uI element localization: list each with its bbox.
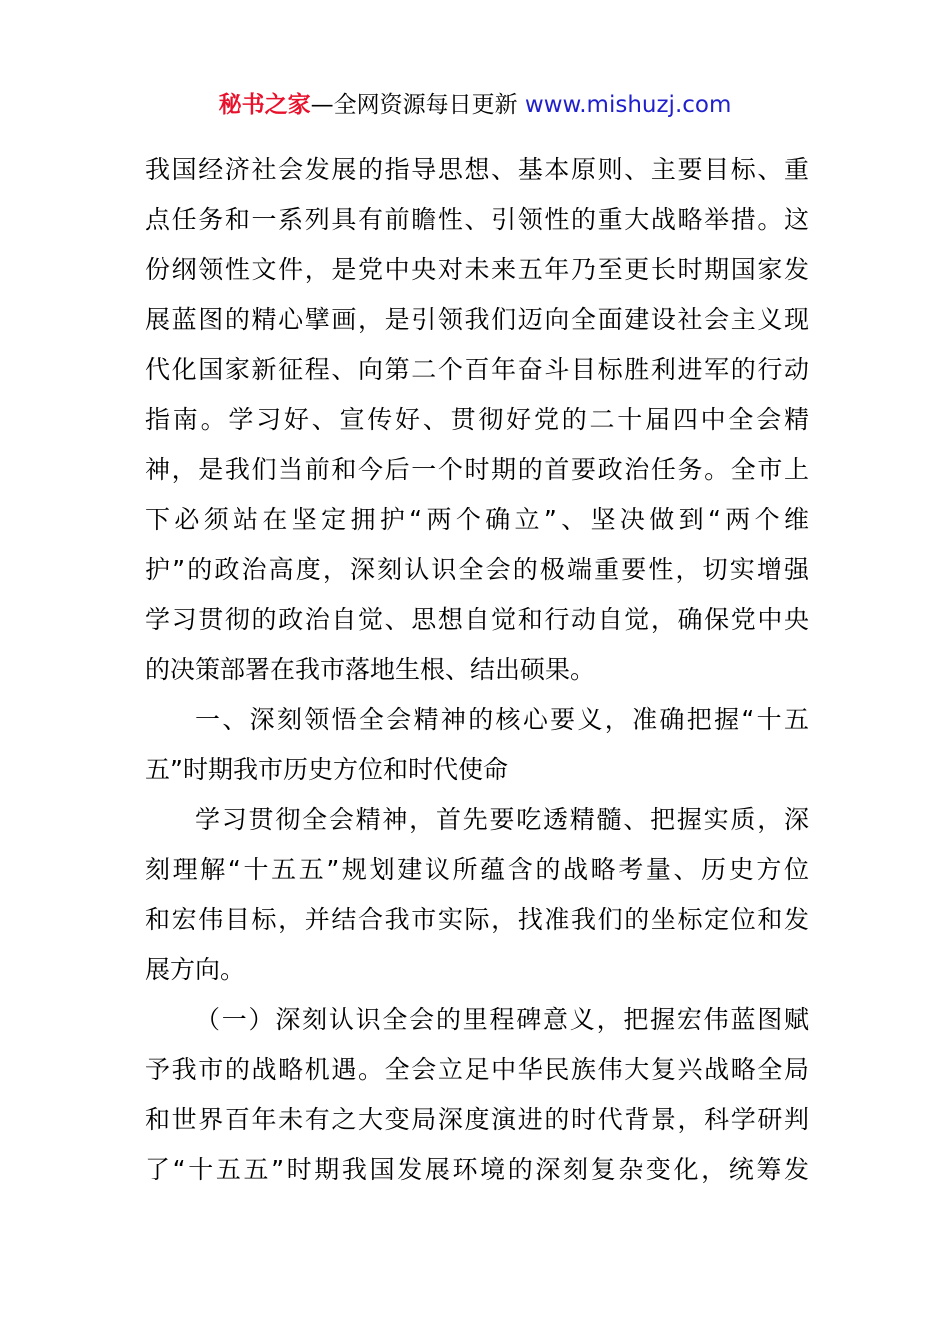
paragraph-study-intro (145, 795, 809, 995)
text-line: 代化国家新征程、向第二个百年奋斗目标胜利进军的行动 (145, 355, 809, 384)
site-tagline: —全网资源每日更新 (310, 92, 518, 118)
section-heading-one (145, 695, 809, 795)
text-line: 展方向。 (145, 955, 246, 984)
paragraph-intro-continued (145, 145, 809, 695)
site-url-link[interactable]: www.mishuzj.com (524, 92, 732, 118)
text-line: 下必须站在坚定拥护“两个确立”、坚决做到“两个维 (145, 505, 809, 534)
text-line: 点任务和一系列具有前瞻性、引领性的重大战略举措。这 (145, 205, 809, 234)
text-line: 的决策部署在我市落地生根、结出硕果。 (145, 655, 596, 684)
text-line: 护”的政治高度，深刻认识全会的极端重要性，切实增强 (145, 555, 809, 584)
text-line: 指南。学习好、宣传好、贯彻好党的二十届四中全会精 (145, 405, 809, 434)
text-line: 和宏伟目标，并结合我市实际，找准我们的坐标定位和发 (145, 905, 809, 934)
text-line: 神，是我们当前和今后一个时期的首要政治任务。全市上 (145, 455, 809, 484)
text-line: 份纲领性文件，是党中央对未来五年乃至更长时期国家发 (145, 255, 809, 284)
text-line: 刻理解“十五五”规划建议所蕴含的战略考量、历史方位 (145, 855, 809, 884)
paragraph-subsection-one (145, 995, 809, 1195)
text-line: 我国经济社会发展的指导思想、基本原则、主要目标、重 (145, 155, 809, 184)
heading-line: 五”时期我市历史方位和时代使命 (145, 755, 508, 784)
site-brand: 秘书之家 (218, 92, 311, 118)
text-line: 展蓝图的精心擘画，是引领我们迈向全面建设社会主义现 (145, 305, 809, 334)
text-line: 学习贯彻的政治自觉、思想自觉和行动自觉，确保党中央 (145, 605, 809, 634)
site-header (0, 88, 950, 122)
text-line: 学习贯彻全会精神，首先要吃透精髓、把握实质，深 (195, 805, 809, 834)
document-body (145, 145, 809, 1195)
text-line: （一）深刻认识全会的里程碑意义，把握宏伟蓝图赋 (195, 1005, 809, 1034)
text-line: 和世界百年未有之大变局深度演进的时代背景，科学研判 (145, 1105, 809, 1134)
text-line: 予我市的战略机遇。全会立足中华民族伟大复兴战略全局 (145, 1055, 809, 1084)
heading-line: 一、深刻领悟全会精神的核心要义，准确把握“十五 (195, 705, 809, 734)
text-line: 了“十五五”时期我国发展环境的深刻复杂变化，统筹发 (145, 1155, 809, 1184)
